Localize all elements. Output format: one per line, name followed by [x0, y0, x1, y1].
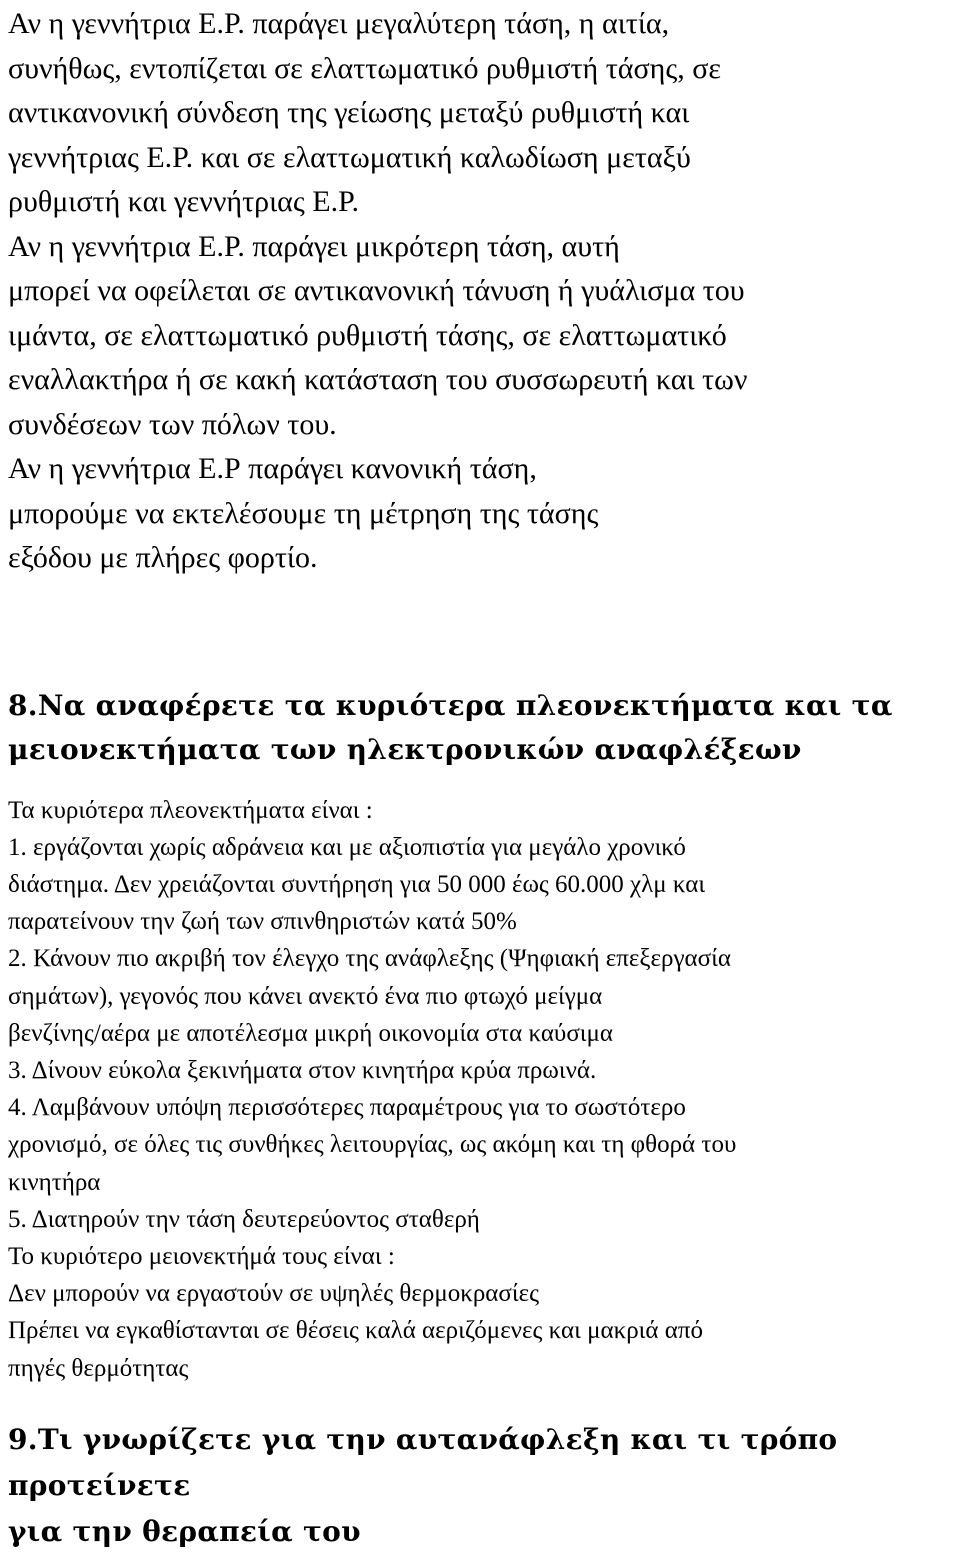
text-line: 4. Λαμβάνουν υπόψη περισσότερες παραμέτρους για το σωστότερο	[8, 1094, 686, 1122]
text-line: Τα κυριότερα πλεονεκτήματα είναι :	[8, 796, 373, 824]
text-line: Αν η γεννήτρια Ε.Ρ. παράγει μεγαλύτερη τάση, η αιτία,	[8, 7, 670, 40]
generator-voltage-paragraph	[8, 2, 958, 581]
text-line: αντικανονική σύνδεση της γείωσης μεταξύ ρυθμιστή και	[8, 96, 690, 129]
text-line: Αν η γεννήτρια Ε.Ρ. παράγει μικρότερη τάση, αυτή	[8, 229, 620, 263]
text-line: ιμάντα, σε ελαττωματικό ρυθμιστή τάσης, σε ελαττωματικό	[8, 318, 727, 352]
text-line: διάστημα. Δεν χρειάζονται συντήρηση για 50 000 έως 60.000 χλμ και	[8, 870, 706, 898]
question-8-heading	[8, 684, 958, 772]
text-line: Το κυριότερο μειονεκτήμά τους είναι :	[8, 1242, 395, 1270]
text-line: συνήθως, εντοπίζεται σε ελαττωματικό ρυθμιστή τάσης, σε	[8, 51, 721, 85]
text-line: Αν η γεννήτρια Ε.Ρ παράγει κανονική τάση,	[8, 452, 537, 485]
question-9-heading	[8, 1417, 958, 1555]
text-line: 3. Δίνουν εύκολα ξεκινήματα στον κινητήρα κρύα πρωινά.	[8, 1056, 597, 1084]
text-line: 2. Κάνουν πιο ακριβή τον έλεγχο της ανάφλεξης (Ψηφιακή επεξεργασία	[8, 945, 731, 973]
text-line: γεννήτριας Ε.Ρ. και σε ελαττωματική καλωδίωση μεταξύ	[8, 140, 691, 174]
text-line: εναλλακτήρα ή σε κακή κατάσταση του συσσωρευτή και των	[8, 363, 748, 396]
heading-line: μειονεκτήματα των ηλεκτρονικών αναφλέξεων	[8, 732, 802, 766]
text-line: σημάτων), γεγονός που κάνει ανεκτό ένα πιο φτωχό μείγμα	[8, 982, 603, 1010]
text-line: εξόδου με πλήρες φορτίο.	[8, 541, 318, 574]
text-line: 5. Διατηρούν την τάση δευτερεύοντος σταθερή	[8, 1205, 480, 1233]
text-line: ρυθμιστή και γεννήτριας Ε.Ρ.	[8, 185, 359, 218]
heading-line: για την θεραπεία του	[8, 1514, 361, 1548]
question-8-answer	[8, 792, 958, 1387]
text-line: πηγές θερμότητας	[8, 1354, 189, 1382]
heading-line: 8.Να αναφέρετε τα κυριότερα πλεονεκτήματα και τα	[8, 688, 893, 722]
text-line: συνδέσεων των πόλων του.	[8, 407, 337, 441]
text-line: βενζίνης/αέρα με αποτέλεσμα μικρή οικονομία στα καύσιμα	[8, 1019, 614, 1047]
text-line: χρονισμό, σε όλες τις συνθήκες λειτουργίας, ως ακόμη και τη φθορά του	[8, 1131, 737, 1159]
text-line: παρατείνουν την ζωή των σπινθηριστών κατά 50%	[8, 908, 517, 936]
text-line: Δεν μπορούν να εργαστούν σε υψηλές θερμοκρασίες	[8, 1280, 540, 1308]
heading-line: 9.Τι γνωρίζετε για την αυτανάφλεξη και τι τρόπο προτείνετε	[8, 1422, 838, 1502]
text-line: 1. εργάζονται χωρίς αδράνεια και με αξιοπιστία για μεγάλο χρονικό	[8, 833, 686, 861]
text-line: Πρέπει να εγκαθίστανται σε θέσεις καλά αεριζόμενες και μακριά από	[8, 1317, 703, 1345]
text-line: κινητήρα	[8, 1168, 101, 1196]
document-page	[8, 2, 958, 1555]
text-line: μπορεί να οφείλεται σε αντικανονική τάνυση ή γυάλισμα του	[8, 274, 745, 307]
text-line: μπορούμε να εκτελέσουμε τη μέτρηση της τάσης	[8, 496, 599, 530]
